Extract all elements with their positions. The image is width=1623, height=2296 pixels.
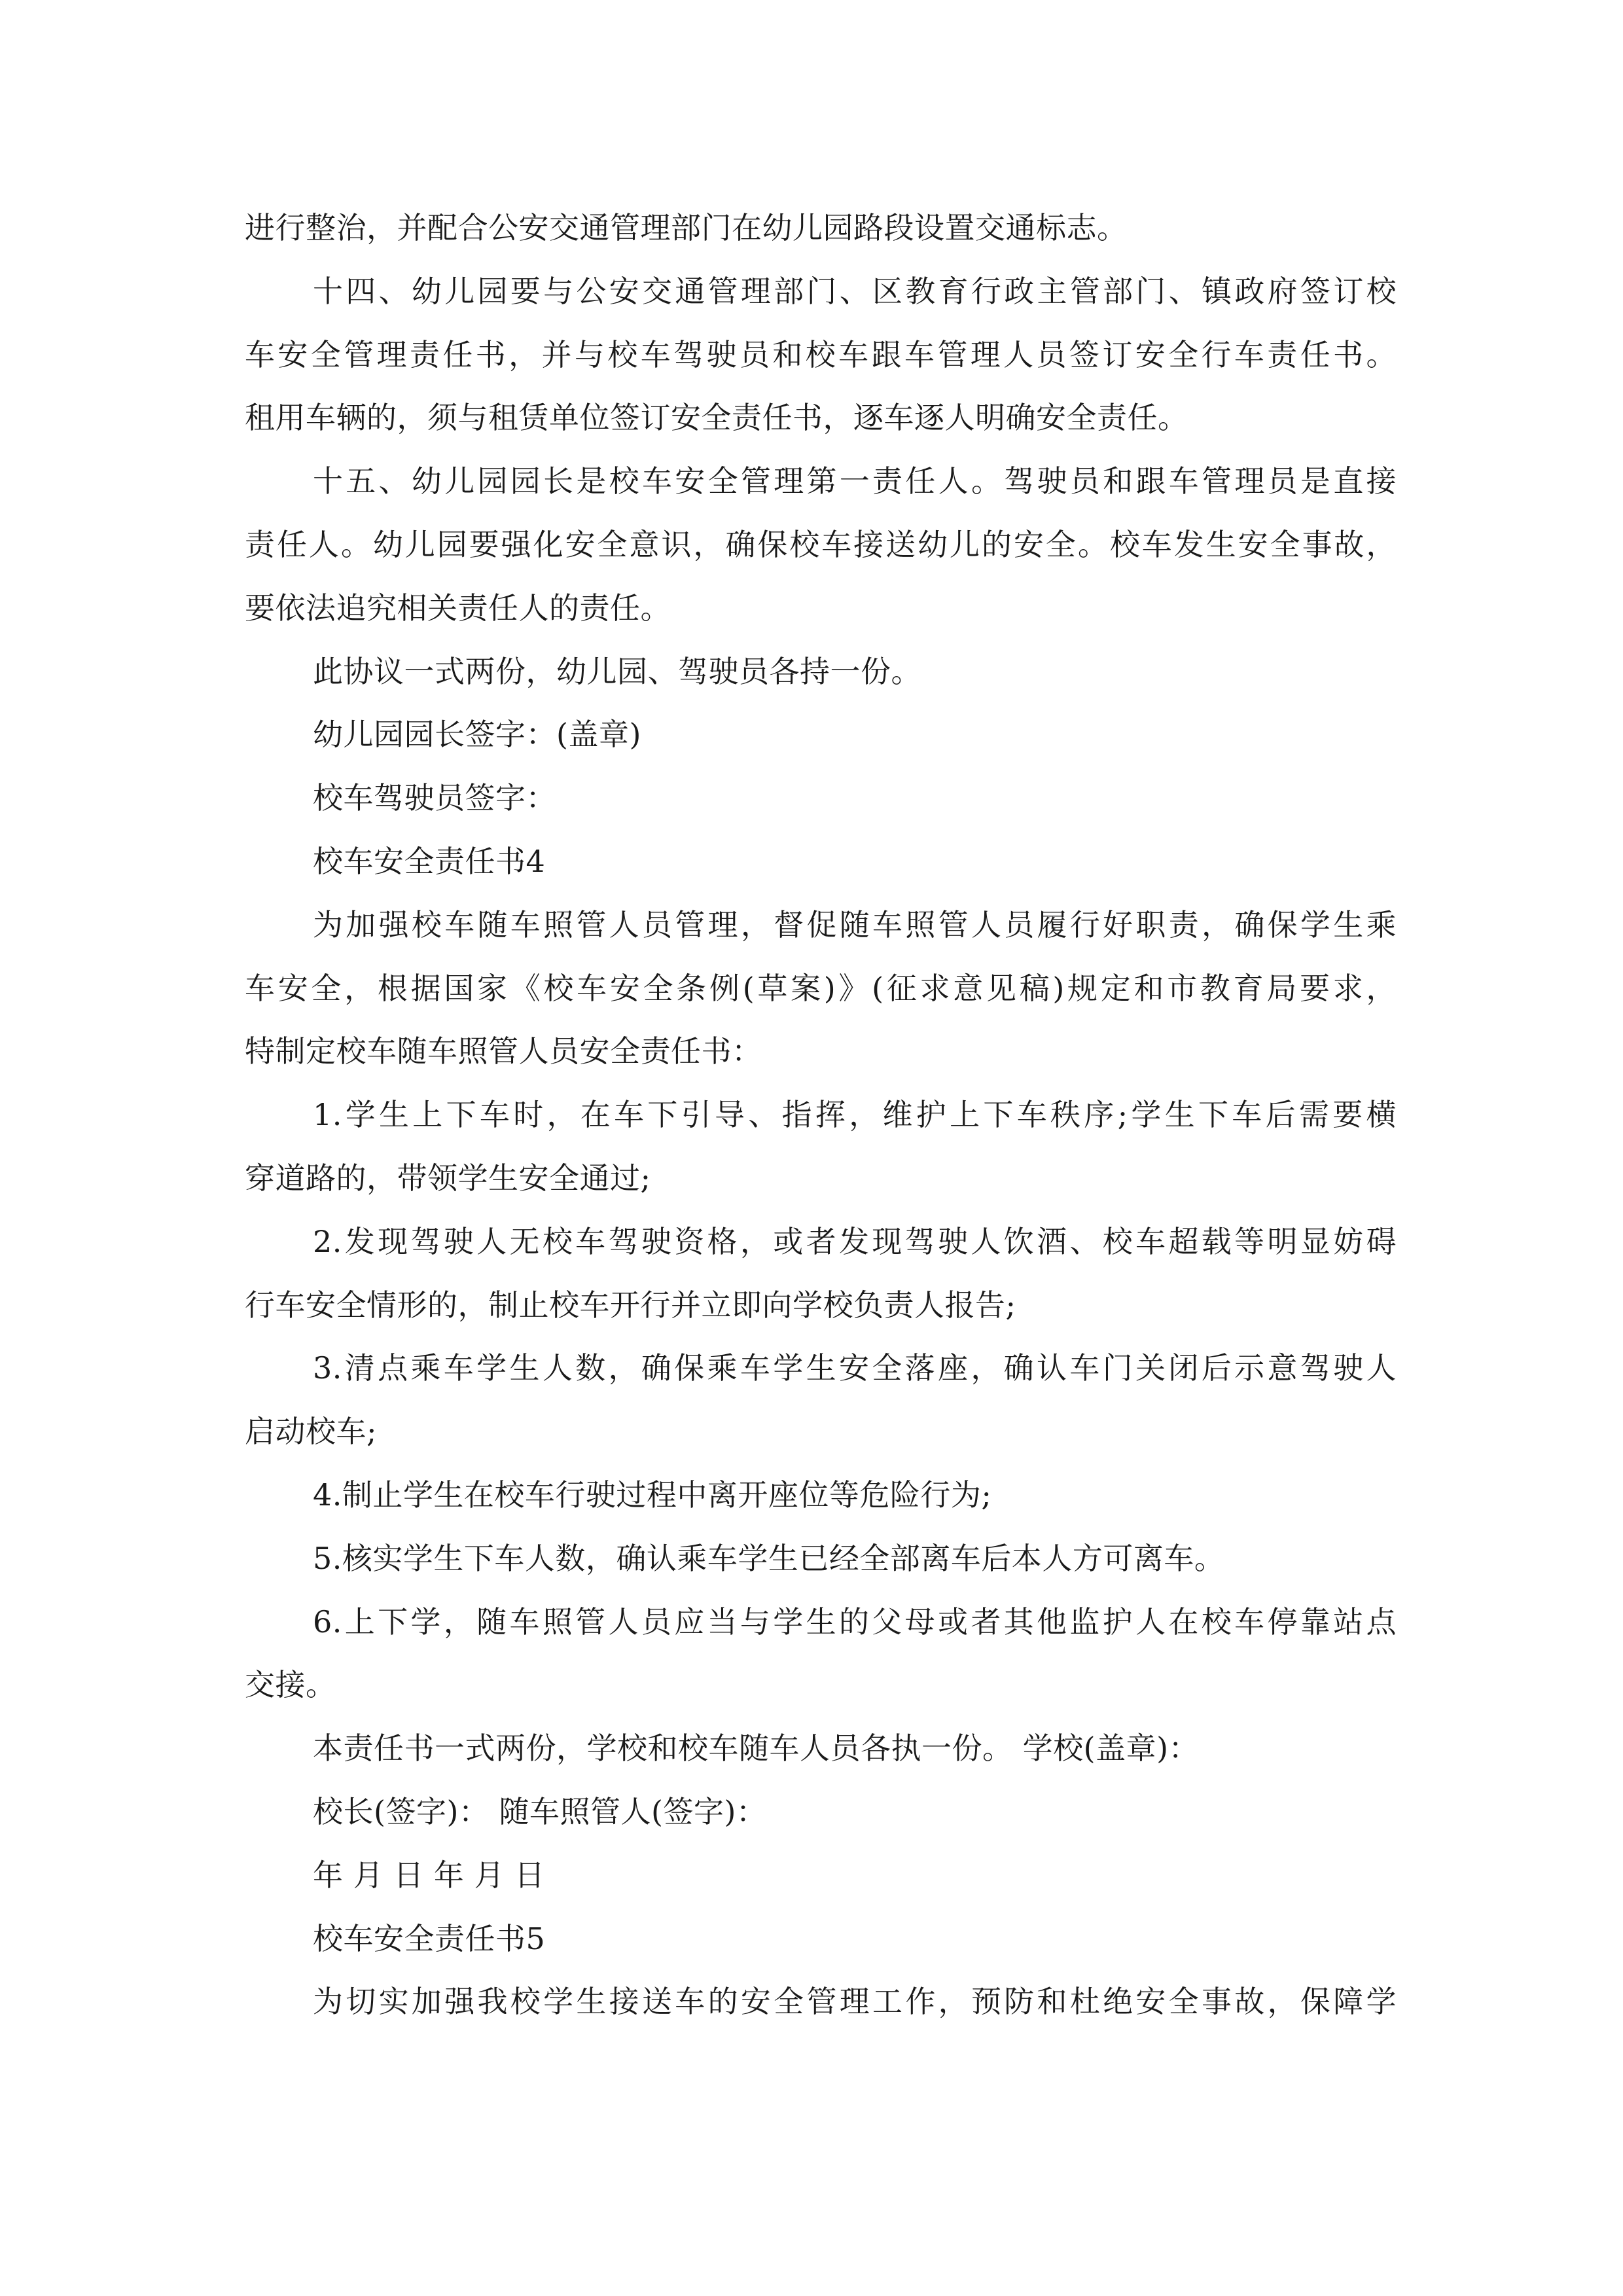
text-line: 特制定校车随车照管人员安全责任书： xyxy=(245,1033,762,1069)
text-line: 校车安全责任书4 xyxy=(313,843,546,879)
text-line: 年 月 日 年 月 日 xyxy=(313,1857,545,1893)
text-line: 穿道路的，带领学生安全通过; xyxy=(245,1160,651,1196)
text-line: 幼儿园园长签字：(盖章) xyxy=(313,717,641,753)
text-line: 校车安全责任书5 xyxy=(313,1920,546,1956)
text-line: 校长(签字)： 随车照管人(签字)： xyxy=(313,1793,767,1829)
text-line: 交接。 xyxy=(245,1667,336,1703)
text-line: 2.发现驾驶人无校车驾驶资格，或者发现驾驶人饮酒、校车超载等明显妨碍 xyxy=(313,1223,1397,1259)
text-line: 此协议一式两份，幼儿园、驾驶员各持一份。 xyxy=(313,653,921,689)
text-line: 6.上下学，随车照管人员应当与学生的父母或者其他监护人在校车停靠站点 xyxy=(313,1604,1397,1640)
text-line: 十四、幼儿园要与公安交通管理部门、区教育行政主管部门、镇政府签订校 xyxy=(313,273,1397,309)
text-line: 本责任书一式两份，学校和校车随车人员各执一份。 学校(盖章)： xyxy=(313,1731,1200,1767)
text-line: 十五、幼儿园园长是校车安全管理第一责任人。驾驶员和跟车管理员是直接 xyxy=(313,463,1397,499)
text-line: 车安全，根据国家《校车安全条例(草案)》(征求意见稿)规定和市教育局要求， xyxy=(245,970,1397,1006)
text-line: 为加强校车随车照管人员管理，督促随车照管人员履行好职责，确保学生乘 xyxy=(313,906,1397,942)
text-line: 车安全管理责任书，并与校车驾驶员和校车跟车管理人员签订安全行车责任书。 xyxy=(245,336,1397,372)
text-line: 租用车辆的，须与租赁单位签订安全责任书，逐车逐人明确安全责任。 xyxy=(245,400,1188,436)
text-line: 责任人。幼儿园要强化安全意识，确保校车接送幼儿的安全。校车发生安全事故， xyxy=(245,526,1397,562)
text-line: 行车安全情形的，制止校车开行并立即向学校负责人报告; xyxy=(245,1287,1016,1323)
text-line: 5.核实学生下车人数，确认乘车学生已经全部离车后本人方可离车。 xyxy=(313,1540,1225,1576)
document-body xyxy=(245,196,1397,2034)
text-line: 3.清点乘车学生人数，确保乘车学生安全落座，确认车门关闭后示意驾驶人 xyxy=(313,1350,1397,1386)
text-line: 启动校车; xyxy=(245,1414,377,1450)
text-line: 4.制止学生在校车行驶过程中离开座位等危险行为; xyxy=(313,1477,992,1513)
text-line: 1.学生上下车时，在车下引导、指挥，维护上下车秩序;学生下车后需要横 xyxy=(313,1097,1397,1133)
text-line: 进行整治，并配合公安交通管理部门在幼儿园路段设置交通标志。 xyxy=(245,210,1128,245)
text-line: 要依法追究相关责任人的责任。 xyxy=(245,590,671,626)
text-line: 校车驾驶员签字： xyxy=(313,780,556,816)
text-line: 为切实加强我校学生接送车的安全管理工作，预防和杜绝安全事故，保障学 xyxy=(313,1984,1397,2020)
